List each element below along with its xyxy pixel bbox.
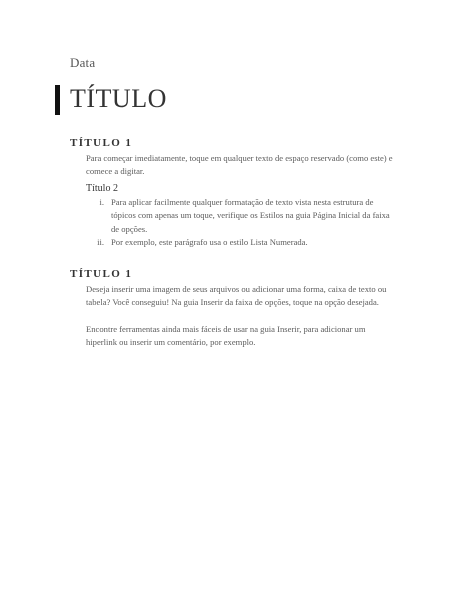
document-title[interactable]: TÍTULO [70, 84, 167, 113]
body-paragraph[interactable]: Encontre ferramentas ainda mais fáceis de usar na guia Inserir, para adicionar um hiperlink ou inserir um comentário, por exemplo. [86, 324, 366, 348]
list-item[interactable] [86, 196, 396, 236]
numbered-list [86, 196, 396, 250]
list-item[interactable] [86, 236, 396, 249]
heading-1[interactable]: TÍTULO 1 [70, 137, 133, 149]
list-item-number: i. [99, 197, 104, 207]
intro-paragraph[interactable]: Para começar imediatamente, toque em qualquer texto de espaço reservado (como este) e comece a digitar. [86, 153, 393, 177]
list-item-text: Para aplicar facilmente qualquer formatação de texto vista nesta estrutura de tópicos com apenas um toque, verifique os Estilos na guia Página Inicial da faixa de opções. [111, 197, 390, 234]
title-accent-bar [55, 85, 60, 115]
heading-2[interactable]: Título 2 [86, 183, 118, 194]
list-item-number: ii. [97, 237, 104, 248]
body-paragraph[interactable]: Deseja inserir uma imagem de seus arquivos ou adicionar uma forma, caixa de texto ou tabela? Você conseguiu! Na guia Inserir da faixa de opções, toque na opção desejada. [86, 284, 387, 308]
date-text[interactable]: Data [70, 55, 96, 70]
heading-1[interactable]: TÍTULO 1 [70, 268, 133, 280]
list-item-text: Por exemplo, este parágrafo usa o estilo Lista Numerada. [111, 237, 308, 248]
